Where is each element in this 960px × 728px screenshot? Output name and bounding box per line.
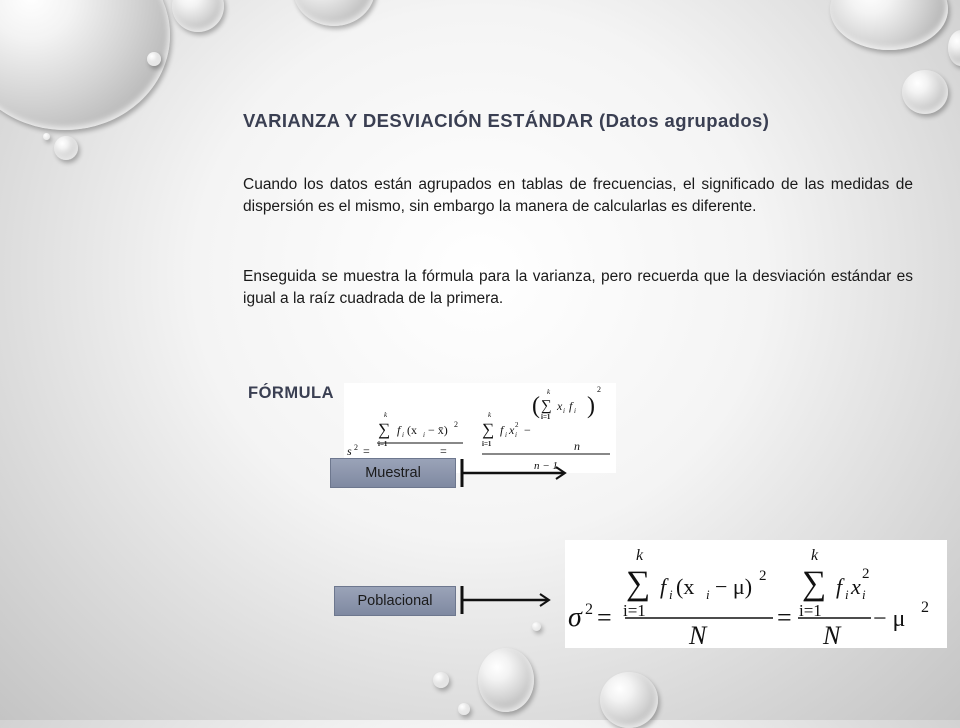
svg-text:i: i	[505, 431, 507, 439]
svg-text:k: k	[384, 411, 388, 419]
svg-text:x: x	[557, 399, 563, 413]
svg-text:i: i	[669, 587, 673, 602]
svg-text:n − 1: n − 1	[534, 460, 558, 472]
svg-text:=: =	[363, 444, 370, 458]
svg-text:=: =	[777, 603, 792, 632]
slide-title: VARIANZA Y DESVIACIÓN ESTÁNDAR (Datos agrupados)	[243, 110, 770, 131]
svg-text:− μ): − μ)	[715, 574, 753, 599]
formula-note-paragraph: Enseguida se muestra la fórmula para la varianza, pero recuerda que la desviación estándar es igual a la raíz cuadrada de la primera.	[243, 268, 913, 307]
svg-text:x: x	[509, 423, 515, 437]
population-label: Poblacional	[334, 586, 456, 616]
svg-text:k: k	[811, 547, 819, 564]
water-drop-icon	[0, 0, 170, 130]
svg-text:i=1: i=1	[623, 601, 646, 620]
svg-text:i: i	[706, 587, 710, 602]
svg-text:(x: (x	[407, 423, 417, 437]
water-drop-icon	[532, 622, 541, 631]
svg-text:f: f	[660, 574, 667, 599]
svg-text:f: f	[500, 423, 504, 437]
svg-text:2: 2	[759, 568, 767, 584]
svg-text:i=1: i=1	[541, 413, 551, 421]
svg-text:σ: σ	[568, 602, 582, 633]
water-drop-icon	[293, 0, 375, 26]
svg-text:k: k	[547, 388, 551, 396]
svg-text:i=1: i=1	[799, 601, 822, 620]
water-drop-icon	[902, 70, 948, 114]
svg-text:i=1: i=1	[378, 440, 388, 448]
svg-text:f: f	[836, 574, 843, 599]
water-drop-icon	[43, 133, 50, 140]
svg-text:i=1: i=1	[482, 440, 492, 448]
svg-text:∑: ∑	[378, 420, 391, 439]
arrow-right-icon	[455, 583, 557, 617]
svg-text:): )	[587, 393, 595, 419]
sample-label: Muestral	[330, 458, 456, 488]
svg-text:s: s	[347, 444, 352, 458]
svg-text:− x̄): − x̄)	[428, 423, 448, 437]
svg-text:(x: (x	[676, 574, 695, 599]
water-drop-icon	[147, 52, 161, 66]
arrow-right-icon	[455, 456, 575, 490]
population-variance-formula	[565, 540, 947, 648]
svg-text:i: i	[574, 407, 576, 415]
svg-text:i: i	[845, 587, 849, 602]
svg-text:f: f	[397, 423, 401, 437]
water-drop-icon	[172, 0, 224, 32]
svg-text:i: i	[402, 431, 404, 439]
water-drop-icon	[478, 648, 534, 712]
svg-text:n: n	[574, 439, 580, 453]
svg-text:=: =	[440, 444, 447, 458]
formula-heading: FÓRMULA	[248, 384, 334, 402]
svg-text:N: N	[823, 621, 841, 648]
svg-text:2: 2	[454, 420, 458, 429]
svg-text:∑: ∑	[482, 420, 495, 439]
water-drop-icon	[433, 672, 449, 688]
water-drop-icon	[830, 0, 948, 50]
svg-text:2: 2	[585, 601, 593, 618]
svg-text:∑: ∑	[541, 398, 552, 414]
water-drop-icon	[458, 703, 470, 715]
water-drop-icon	[948, 30, 960, 66]
svg-text:(: (	[532, 393, 540, 419]
svg-text:i: i	[515, 431, 517, 439]
svg-text:k: k	[488, 411, 492, 419]
svg-text:∑: ∑	[626, 565, 651, 602]
intro-paragraph: Cuando los datos están agrupados en tablas de frecuencias, el significado de las medidas de dispersión es el mismo, sin embargo la manera de calcularlas es diferente.	[243, 176, 913, 215]
svg-text:2: 2	[515, 421, 519, 429]
svg-text:N: N	[689, 621, 707, 648]
svg-text:x: x	[851, 574, 861, 599]
water-drop-icon	[54, 136, 78, 160]
svg-text:i: i	[862, 587, 866, 602]
svg-text:∑: ∑	[802, 565, 827, 602]
svg-text:=: =	[597, 603, 612, 632]
svg-text:i: i	[423, 431, 425, 439]
svg-text:k: k	[636, 547, 644, 564]
svg-text:i: i	[563, 407, 565, 415]
svg-text:− μ: − μ	[873, 606, 906, 632]
svg-text:−: −	[524, 423, 531, 437]
svg-text:2: 2	[921, 599, 929, 616]
svg-text:2: 2	[354, 443, 358, 452]
svg-text:2: 2	[862, 566, 870, 582]
svg-text:f: f	[569, 399, 573, 413]
svg-text:2: 2	[597, 385, 601, 394]
